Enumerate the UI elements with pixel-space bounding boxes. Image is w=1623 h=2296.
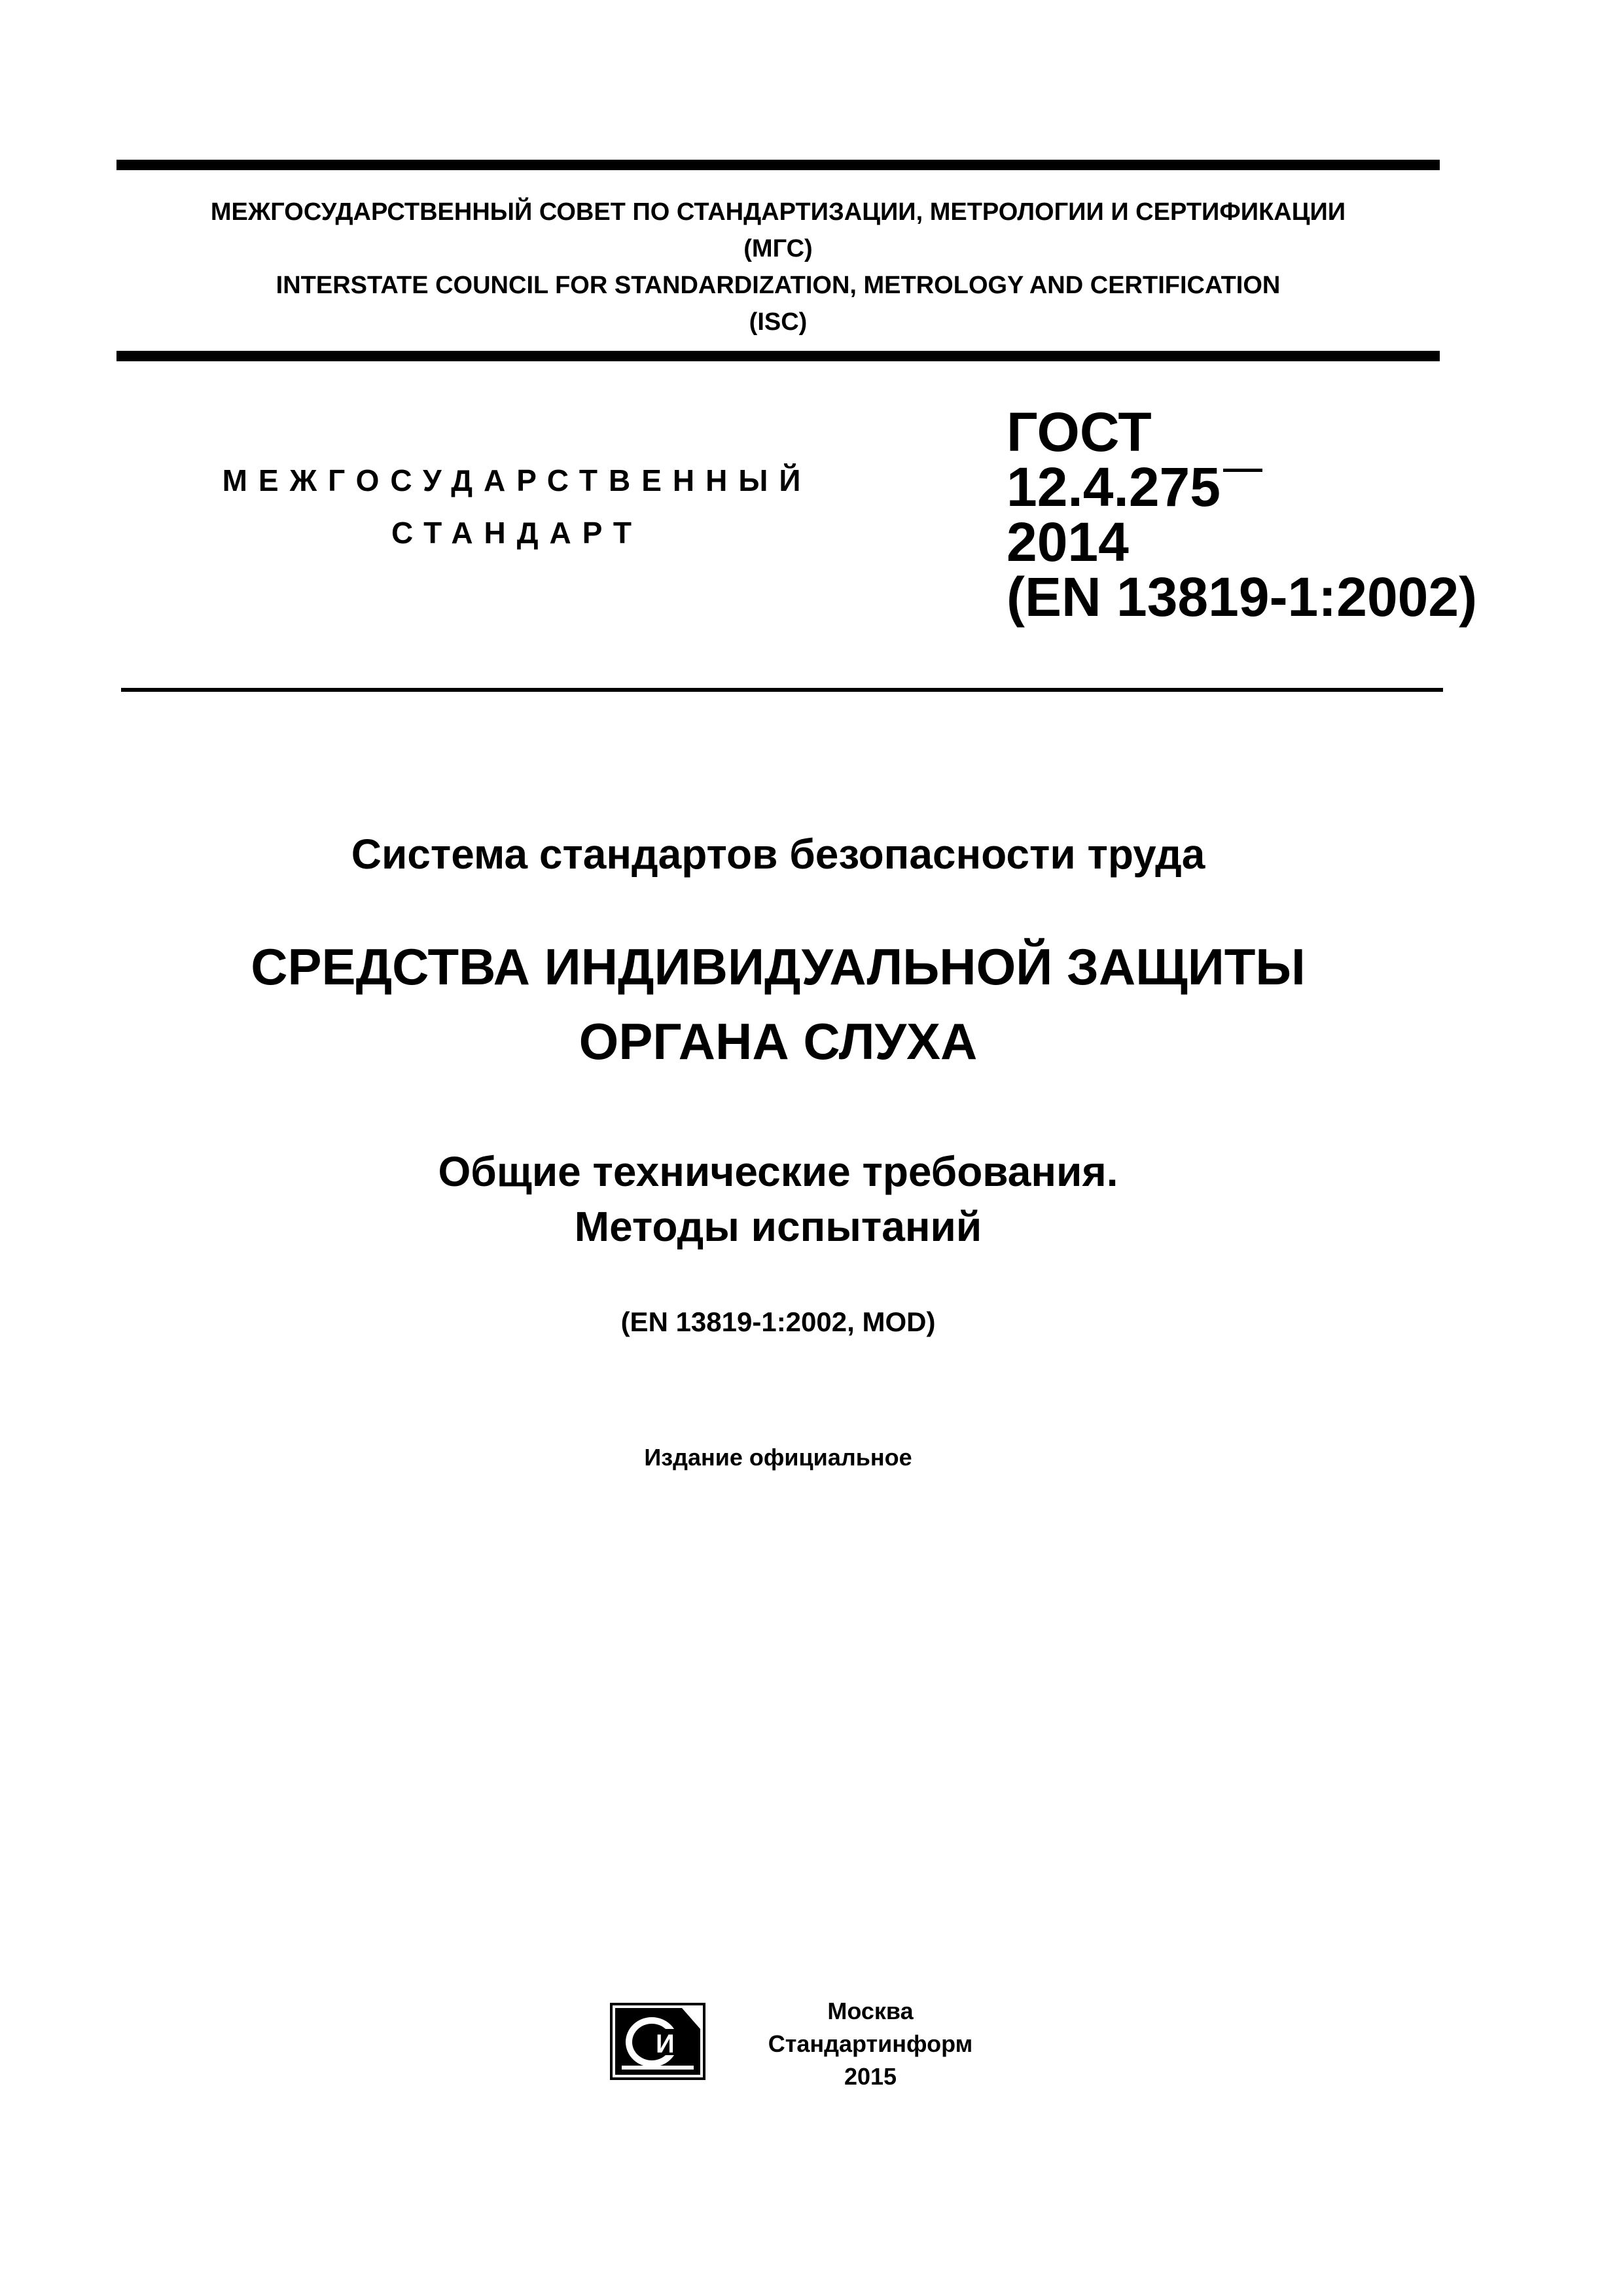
council-header [116,194,1440,340]
top-rule [116,160,1440,170]
middle-rule [116,351,1440,361]
equivalence-note: (EN 13819-1:2002, MOD) [620,1306,936,1337]
subtitle [116,1144,1440,1254]
council-name-en: INTERSTATE COUNCIL FOR STANDARDIZATION, METROLOGY AND CERTIFICATION [276,272,1281,299]
designation-number-row [1007,456,1425,518]
publisher-logo-icon [610,2003,705,2080]
designation-equivalent: (EN 13819-1:2002) [1007,566,1478,628]
main-title-line1: СРЕДСТВА ИНДИВИДУАЛЬНОЙ ЗАЩИТЫ [251,938,1306,996]
designation-prefix: ГОСТ [1007,401,1152,463]
standard-designation [1007,401,1478,628]
series-title: Система стандартов безопасности труда [351,831,1205,878]
standard-kind-line2: СТАНДАРТ [391,516,643,550]
main-title-line2: ОРГАНА СЛУХА [579,1013,978,1070]
publisher-block [726,1995,1014,2093]
council-name-ru: МЕЖГОСУДАРСТВЕННЫЙ СОВЕТ ПО СТАНДАРТИЗАЦИИ, МЕТРОЛОГИИ И СЕРТИФИКАЦИИ [210,198,1346,226]
standard-kind [203,454,831,559]
publisher-year: 2015 [844,2063,897,2090]
standard-kind-line1: МЕЖГОСУДАРСТВЕННЫЙ [222,463,812,497]
publisher-name: Стандартинформ [768,2030,973,2057]
edition-label: Издание официальное [644,1444,912,1471]
subtitle-line2: Методы испытаний [574,1203,982,1250]
council-abbr-en: (ISC) [749,308,808,336]
designation-number: 12.4.275 [1007,456,1221,518]
subtitle-line1: Общие технические требования. [438,1148,1118,1195]
designation-dash [1223,469,1262,472]
designation-year: 2014 [1007,511,1129,573]
svg-text:И: И [656,2030,675,2058]
publisher-city: Москва [827,1998,914,2024]
main-title [116,929,1440,1079]
designation-rule [121,688,1443,692]
council-abbr-ru: (МГС) [743,235,813,262]
